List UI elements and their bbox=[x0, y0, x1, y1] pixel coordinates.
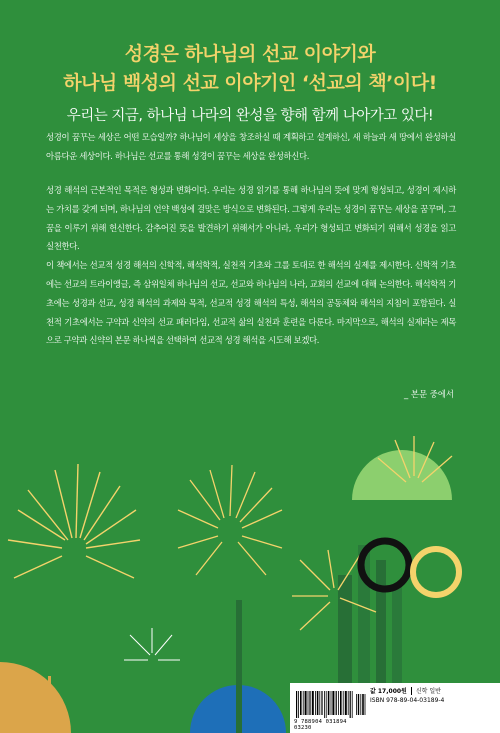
price-info bbox=[370, 687, 494, 705]
barcode-addon: 03230 bbox=[294, 725, 312, 731]
barcode-panel bbox=[290, 683, 500, 733]
burst-center bbox=[178, 465, 282, 575]
paragraph-3: 이 책에서는 선교적 성경 해석의 신학적, 해석학적, 실천적 기초와 그를 토대로 한 해석의 실제를 제시한다. 신학적 기초에는 선교의 트라이앵글, 즉 삼위일체 하나님의 선교, 선교와 하나님의 나라, 교회의 선교에 대해 논의한다. 해석학적 기초에는 성경과 선교, 성경 해석의 과제와 목적, 선교적 성경 해석의 특성, 해석의 공동체와 해석의 지침이 포함된다. 실천적 기초에서는 구약과 신약의 선교 패러다임, 선교적 삶의 실천과 훈련을 다룬다. 마지막으로, 해석의 실제라는 제목으로 구약과 신약의 본문 하나씩을 선택하여 선교적 성경 해석을 시도해 보겠다. bbox=[46, 260, 456, 346]
paragraph-1: 성경이 꿈꾸는 세상은 어떤 모습일까? 하나님이 세상을 창조하실 때 계획하고 설계하신, 새 하늘과 새 땅에서 완성하실 아름다운 세상이다. 하나님은 선교를 통해 성경이 꿈꾸는 세상을 완성하신다. bbox=[46, 132, 456, 161]
orange-stick bbox=[48, 676, 51, 733]
burst-white bbox=[124, 628, 180, 660]
orange-quarter-circle bbox=[0, 662, 71, 733]
barcode-icon bbox=[296, 691, 366, 718]
barcode-number bbox=[294, 719, 366, 731]
burst-left bbox=[8, 464, 140, 578]
price-label: 값 17,000원 bbox=[370, 688, 407, 695]
category-label: 신학 일반 bbox=[415, 688, 441, 695]
divider bbox=[411, 687, 412, 695]
headline-line-1: 성경은 하나님의 선교 이야기와 bbox=[124, 43, 376, 65]
subheadline: 우리는 지금, 하나님 나라의 완성을 향해 함께 나아가고 있다! bbox=[66, 108, 434, 124]
yellow-ring bbox=[413, 549, 459, 595]
isbn-label: ISBN 978-89-04-03189-4 bbox=[370, 697, 445, 704]
paragraph-2: 성경 해석의 근본적인 목적은 형성과 변화이다. 우리는 성경 읽기를 통해 하나님의 뜻에 맞게 형성되고, 성경이 제시하는 가치를 갖게 되며, 하나님의 언약 백성에 걸맞은 방식으로 변화된다. 그렇게 우리는 성경이 꿈꾸는 세상을 꿈꾸며, 그 꿈을 이루기 위해 헌신한다. 감추어진 뜻을 발견하기 위해서가 아니라, 우리가 형성되고 변화되기 위해서 성경을 읽고 실천한다. bbox=[46, 185, 456, 252]
center-stem bbox=[236, 600, 242, 733]
headline-line-2: 하나님 백성의 선교 이야기인 ‘선교의 책’이다! bbox=[63, 72, 437, 94]
attribution: _ 본문 중에서 bbox=[404, 389, 454, 399]
barcode-digits: 9 788904 031894 bbox=[294, 719, 347, 725]
